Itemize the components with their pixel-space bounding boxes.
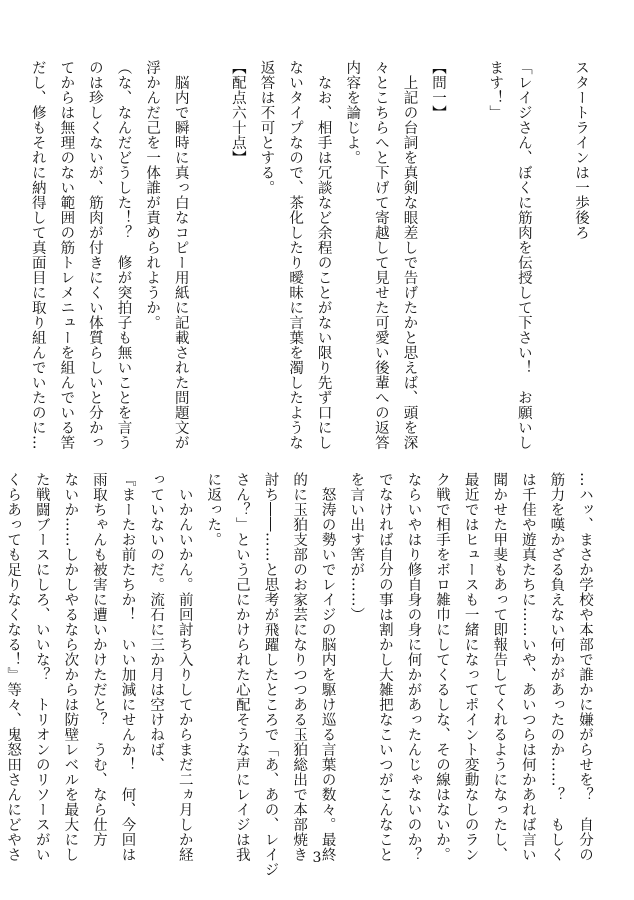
text-line: ないタイプなので、茶化したり曖昧に言葉を濁したような (287, 60, 304, 450)
text-line: 的に玉狛支部のお家芸になりつつある玉狛総出で本部焼き (291, 472, 308, 862)
text-line: てからは無理のない範囲の筋トレメニューを組んでいる筈 (58, 60, 75, 450)
text-line: 筋力を嘆かざる負えない何かがあったのか……？ もしく (548, 472, 565, 862)
text-line: 聞かせた甲斐もあって即報告してくれるようになったし、 (491, 472, 508, 862)
text-line: ないか……しかしやるなら次からは防壁レベルを最大にし (62, 472, 79, 862)
text-line: は千佳や遊真たちに……いや、あいつらは何かあれば言い (519, 472, 536, 862)
text-line: 討ち――……と思考が飛躍したところで「あ、あの、レイジ (262, 472, 279, 877)
text-line: だし、修もそれに納得して真面目に取り組んでいたのに… (29, 60, 46, 450)
text-line: っていないのだ。流石に三か月は空けねば、 (148, 472, 165, 772)
text-line: に返った。 (205, 472, 222, 547)
text-line: 内容を論じよ。 (344, 60, 361, 165)
text-line: 『まーたお前たちか！ いい加減にせんか！ 何、今回は (119, 472, 136, 862)
text-line: 最近ではヒュースも一緒になってポイント変動なしのラン (462, 472, 479, 862)
text-line: のは珍しくないが、筋肉が付きにくい体質らしいと分かっ (86, 60, 103, 450)
text-line: なお、相手は冗談など余程のことがない限り先ず口にし (315, 60, 332, 450)
text-line: いかんいかん。前回討ち入りしてからまだ二ヵ月しか経 (176, 472, 193, 862)
text-line: でなければ自分の事は割かし大雑把なこいつがこんなこと (376, 472, 393, 862)
text-line: 々とこちらへと下げて寄越して見せた可愛い後輩への返答 (372, 60, 389, 450)
text-line: 【問一】 (430, 60, 447, 120)
text-line (195, 60, 224, 405)
text-line: た戦闘ブースにしろ、いいな？ トリオンのリソースがい (33, 472, 50, 862)
text-line (538, 60, 567, 405)
page-number: 3 (312, 850, 322, 866)
text-line: 怒涛の勢いでレイジの脳内を駆け巡る言葉の数々。最終 (319, 472, 336, 862)
text-line: 上記の台詞を真剣な眼差しで告げたかと思えば、頭を深 (401, 60, 418, 450)
text-line: 浮かんだ己を一体誰が責められようか。 (144, 60, 161, 330)
text-line: 返答は不可とする。 (258, 60, 275, 195)
text-line: さん？」という己にかけられた心配そうな声にレイジは我 (233, 472, 250, 862)
text-line: 脳内で瞬時に真っ白なコピー用紙に記載された問題文が (172, 60, 189, 450)
text-line (452, 60, 481, 405)
text-block-upper (29, 60, 595, 450)
text-line: …ハッ、まさか学校や本部で誰かに嫌がらせを？ 自分の (577, 472, 593, 862)
text-line: ます！」 (487, 60, 504, 120)
text-line: 雨取ちゃんも被害に遭いかけただと？ うむ、なら仕方 (90, 472, 107, 847)
text-line: （な、なんだどうした！？ 修が突拍子も無いことを言う (115, 60, 132, 450)
text-line: ならいやはり修自身の身に何かがあったんじゃないのか？ (405, 472, 422, 862)
text-line: ク戦で相手をボロ雑巾にしてくるしな、その線はないか。 (434, 472, 451, 862)
text-line: くらあっても足りなくなる！』等々、鬼怒田さんにどやさ (5, 472, 22, 862)
text-line: 【配点六十点】 (229, 60, 246, 165)
text-line: を言い出す筈が……） (348, 472, 365, 622)
text-line: 「レイジさん、ぼくに筋肉を伝授して下さい！ お願いし (515, 60, 532, 450)
text-block-lower (5, 472, 599, 877)
text-line: スタートラインは一歩後ろ (573, 60, 589, 240)
